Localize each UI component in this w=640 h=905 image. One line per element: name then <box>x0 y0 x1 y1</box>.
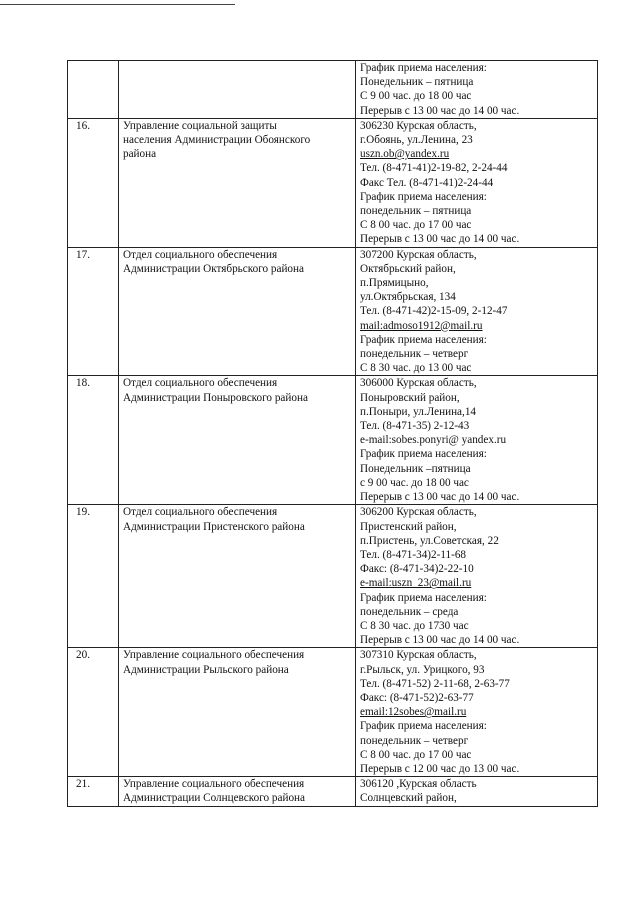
email-link[interactable]: email:12sobes@mail.ru <box>360 706 467 719</box>
contact-line: п.Пристень, ул.Советская, 22 <box>360 534 499 547</box>
contact-line: 307310 Курская область, <box>360 649 477 662</box>
office-name-cell <box>119 777 356 806</box>
office-name-cell <box>119 61 356 119</box>
offices-table <box>67 60 598 807</box>
office-name-cell <box>119 247 356 376</box>
contact-info-cell <box>356 648 598 777</box>
contact-line: Факс Тел. (8-471-41)2-24-44 <box>360 176 494 189</box>
table-row <box>68 505 598 648</box>
contact-line: Понедельник –пятница <box>360 462 471 475</box>
email-link[interactable]: mail:admoso1912@mail.ru <box>360 319 483 332</box>
contact-line: e-mail:sobes.ponyri@ yandex.ru <box>360 434 507 447</box>
contact-line: понедельник – четверг <box>360 348 469 361</box>
contact-line: С 8 30 час. до 13 00 час <box>360 362 472 375</box>
contact-line: г.Обоянь, ул.Ленина, 23 <box>360 134 473 147</box>
office-name-line: Отдел социального обеспечения <box>123 506 278 519</box>
row-number: 20. <box>68 648 119 777</box>
row-number: 16. <box>68 118 119 247</box>
table-row <box>68 118 598 247</box>
office-name-line: Администрации Солнцевского района <box>123 792 305 805</box>
contact-line: Тел. (8-471-42)2-15-09, 2-12-47 <box>360 305 508 318</box>
office-name-line: Отдел социального обеспечения <box>123 377 278 390</box>
contact-line: Поныровский район, <box>360 391 460 404</box>
contact-line: С 9 00 час. до 18 00 час <box>360 90 472 103</box>
offices-table-body <box>68 61 598 807</box>
contact-line: Пристенский район, <box>360 520 457 533</box>
contact-line: ул.Октябрьская, 134 <box>360 291 456 304</box>
contact-info-cell <box>356 61 598 119</box>
contact-line: с 9 00 час. до 18 00 час <box>360 476 469 489</box>
contact-line: 306120 ,Курская область <box>360 778 477 791</box>
contact-line: 306200 Курская область, <box>360 506 477 519</box>
contact-line: Тел. (8-471-41)2-19-82, 2-24-44 <box>360 162 508 175</box>
contact-line: Тел. (8-471-34)2-11-68 <box>360 548 467 561</box>
contact-line: Факс: (8-471-34)2-22-10 <box>360 563 474 576</box>
office-name-cell <box>119 505 356 648</box>
contact-line: п.Прямицыно, <box>360 277 429 290</box>
contact-info-cell <box>356 247 598 376</box>
contact-info-cell <box>356 376 598 505</box>
table-row <box>68 61 598 119</box>
office-name-line: Управление социального обеспечения <box>123 778 305 791</box>
contact-line: понедельник – четверг <box>360 734 469 747</box>
office-name-line: Управление социального обеспечения <box>123 649 305 662</box>
office-name-line: населения Администрации Обоянского <box>123 134 311 147</box>
table-row <box>68 376 598 505</box>
contact-line: Тел. (8-471-35) 2-12-43 <box>360 420 470 433</box>
contact-line: Перерыв с 13 00 час до 14 00 час. <box>360 104 520 117</box>
contact-line: График приема населения: <box>360 448 487 461</box>
contact-line: Перерыв с 12 00 час до 13 00 час. <box>360 762 520 775</box>
office-name-line: Администрации Пристенского района <box>123 520 305 533</box>
contact-line: График приема населения: <box>360 720 487 733</box>
contact-line: понедельник – пятница <box>360 205 472 218</box>
contact-line: График приема населения: <box>360 591 487 604</box>
contact-line: Октябрьский район, <box>360 262 456 275</box>
office-name-cell <box>119 376 356 505</box>
row-number <box>68 61 119 119</box>
contact-line: С 8 00 час. до 17 00 час <box>360 219 472 232</box>
office-name-cell <box>119 118 356 247</box>
contact-line: Понедельник – пятница <box>360 76 474 89</box>
row-number: 19. <box>68 505 119 648</box>
contact-info-cell <box>356 505 598 648</box>
contact-info-cell <box>356 777 598 806</box>
contact-line: Факс: (8-471-52)2-63-77 <box>360 691 474 704</box>
office-name-line: Администрации Октябрьского района <box>123 262 304 275</box>
contact-line: п.Поныри, ул.Ленина,14 <box>360 405 477 418</box>
contact-line: С 8 00 час. до 17 00 час <box>360 748 472 761</box>
office-name-line: Администрации Поныровского района <box>123 391 308 404</box>
top-rule <box>0 4 235 5</box>
contact-info-cell <box>356 118 598 247</box>
contact-line: График приема населения: <box>360 190 487 203</box>
contact-line: График приема населения: <box>360 62 487 74</box>
contact-line: С 8 30 час. до 1730 час <box>360 619 469 632</box>
contact-line: Перерыв с 13 00 час до 14 00 час. <box>360 634 520 647</box>
contact-line: 306230 Курская область, <box>360 119 477 132</box>
row-number: 21. <box>68 777 119 806</box>
office-name-line: района <box>123 148 157 161</box>
email-link[interactable]: uszn.ob@yandex.ru <box>360 148 450 161</box>
contact-line: 307200 Курская область, <box>360 248 477 261</box>
row-number: 18. <box>68 376 119 505</box>
office-name-line: Отдел социального обеспечения <box>123 248 278 261</box>
row-number: 17. <box>68 247 119 376</box>
contact-line: 306000 Курская область, <box>360 377 477 390</box>
table-row <box>68 648 598 777</box>
table-row <box>68 247 598 376</box>
office-name-cell <box>119 648 356 777</box>
contact-line: понедельник – среда <box>360 605 459 618</box>
contact-line: График приема населения: <box>360 333 487 346</box>
table-row <box>68 777 598 806</box>
contact-line: Солнцевский район, <box>360 792 457 805</box>
contact-line: Перерыв с 13 00 час до 14 00 час. <box>360 491 520 504</box>
contact-line: г.Рыльск, ул. Урицкого, 93 <box>360 663 485 676</box>
email-link[interactable]: e-mail:uszn_23@mail.ru <box>360 577 472 590</box>
office-name-line: Управление социальной защиты <box>123 119 277 132</box>
office-name-line: Администрации Рыльского района <box>123 663 289 676</box>
contact-line: Тел. (8-471-52) 2-11-68, 2-63-77 <box>360 677 510 690</box>
contact-line: Перерыв с 13 00 час до 14 00 час. <box>360 233 520 246</box>
